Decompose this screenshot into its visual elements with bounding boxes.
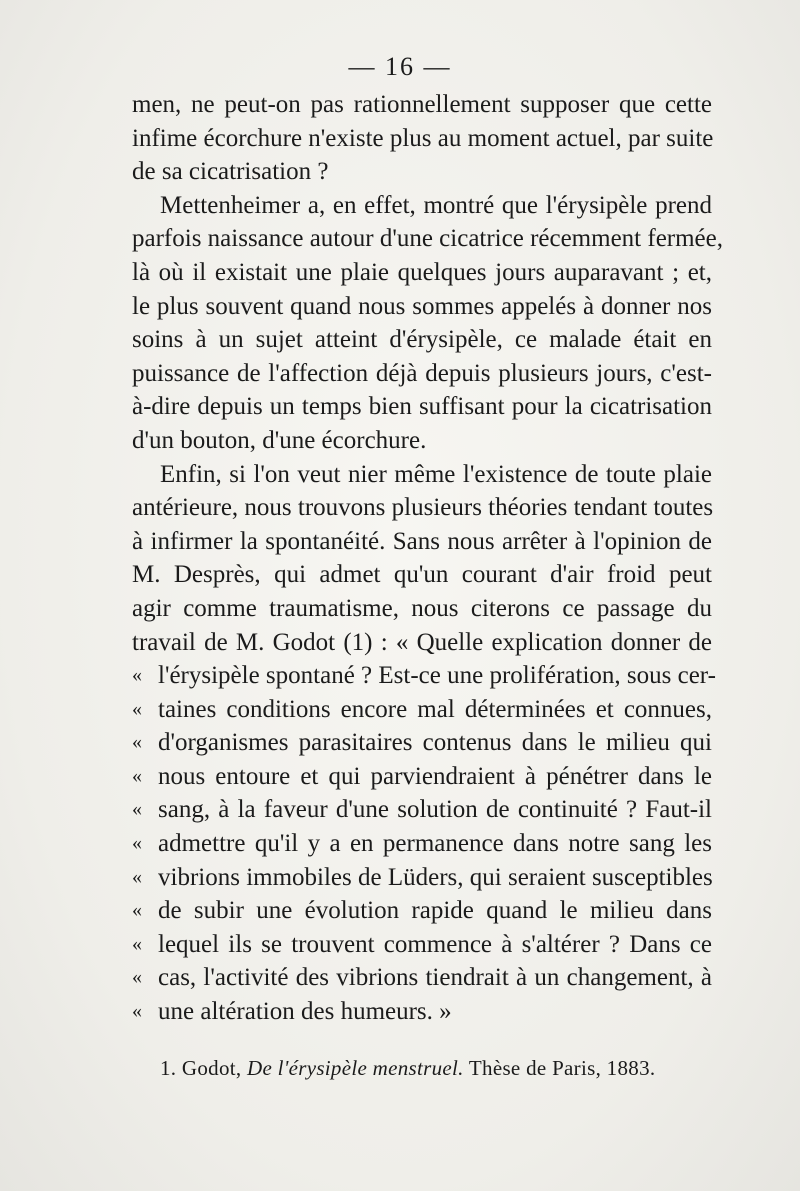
quote-line (132, 827, 712, 861)
text-line: soins à un sujet atteint d'érysipèle, ce malade était en (132, 326, 712, 354)
quote-mark: « (132, 966, 142, 989)
footnote (160, 1056, 680, 1081)
text-line: d'un bouton, d'une écorchure. (132, 426, 427, 454)
quote-line (132, 861, 712, 895)
quote-line (132, 995, 712, 1029)
quote-line (132, 760, 712, 794)
text-line: antérieure, nous trouvons plusieurs théories tendant toutes (132, 494, 714, 522)
footnote-number: 1. (160, 1056, 177, 1080)
footnote-author: Godot, (181, 1056, 242, 1080)
quote-line (132, 659, 716, 693)
quote-mark: « (132, 697, 142, 720)
quote-text: l'érysipèle spontané ? Est-ce une prolifération, sous cer- (158, 662, 716, 690)
quote-text: cas, l'activité des vibrions tiendrait à un changement, à (158, 964, 712, 992)
quote-mark: « (132, 1000, 142, 1023)
page-number: — 16 — (348, 52, 452, 81)
quote-text: taines conditions encore mal déterminées et connues, (158, 695, 712, 723)
text-line: puissance de l'affection déjà depuis plusieurs jours, c'est- (132, 359, 712, 387)
quote-text: lequel ils se trouvent commence à s'altérer ? Dans ce (158, 930, 712, 958)
quote-line (132, 726, 712, 760)
quote-mark: « (132, 832, 142, 855)
text-line: infime écorchure n'existe plus au moment actuel, par suite (132, 124, 714, 152)
text-line: de sa cicatrisation ? (132, 158, 329, 186)
quote-mark: « (132, 865, 142, 888)
text-line: Enfin, si l'on veut nier même l'existence de toute plaie (160, 460, 712, 488)
quote-text: d'organismes parasitaires contenus dans le milieu qui (158, 729, 712, 757)
text-line: agir comme traumatisme, nous citerons ce passage du (132, 594, 712, 622)
quote-line (132, 894, 712, 928)
text-line: Mettenheimer a, en effet, montré que l'érysipèle prend (160, 191, 712, 219)
text-line: à-dire depuis un temps bien suffisant pour la cicatrisation (132, 393, 712, 421)
quote-line (132, 961, 712, 995)
quote-text: vibrions immobiles de Lüders, qui seraient susceptibles (158, 863, 713, 891)
quote-text: sang, à la faveur d'une solution de continuité ? Faut-il (158, 796, 712, 824)
quote-mark: « (132, 731, 142, 754)
body-text (132, 88, 724, 1029)
text-line: parfois naissance autour d'une cicatrice récemment fermée, (132, 225, 724, 253)
quote-mark: « (132, 798, 142, 821)
quote-line (132, 793, 712, 827)
quote-mark: « (132, 764, 142, 787)
quote-line (132, 928, 712, 962)
footnote-rest: Thèse de Paris, 1883. (468, 1056, 656, 1080)
quote-text: de subir une évolution rapide quand le milieu dans (158, 897, 712, 925)
quote-text: admettre qu'il y a en permanence dans notre sang les (158, 830, 712, 858)
text-line: le plus souvent quand nous sommes appelés à donner nos (132, 292, 712, 320)
text-line: men, ne peut-on pas rationnellement supposer que cette (132, 91, 712, 118)
quote-mark: « (132, 932, 142, 955)
quote-mark: « (132, 664, 142, 687)
text-line: M. Desprès, qui admet qu'un courant d'air froid peut (132, 561, 712, 589)
text-line: là où il existait une plaie quelques jours auparavant ; et, (132, 258, 712, 286)
quote-line (132, 693, 712, 727)
quote-mark: « (132, 899, 142, 922)
quote-text: nous entoure et qui parviendraient à pénétrer dans le (158, 762, 712, 790)
quote-text: une altération des humeurs. » (158, 998, 452, 1026)
text-line: travail de M. Godot (1) : « Quelle explication donner de (132, 628, 712, 656)
text-line: à infirmer la spontanéité. Sans nous arrêter à l'opinion de (132, 527, 712, 555)
footnote-title: De l'érysipèle menstruel. (247, 1056, 464, 1080)
